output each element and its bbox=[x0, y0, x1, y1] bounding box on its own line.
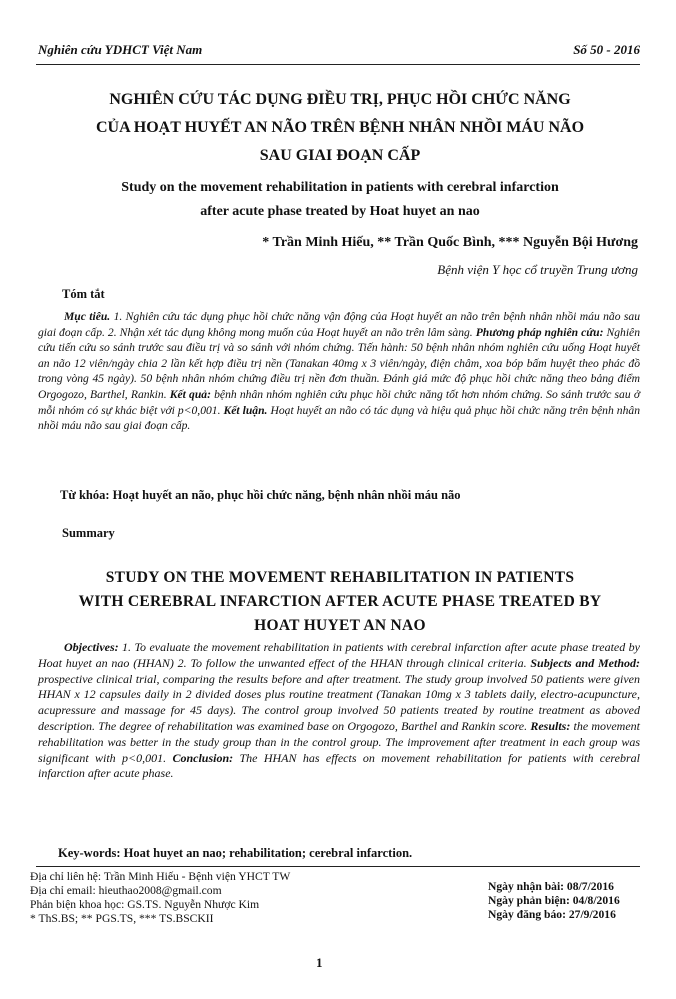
keywords-english: Key-words: Hoat huyet an nao; rehabilitation; cerebral infarction. bbox=[58, 846, 413, 860]
abstract-english bbox=[38, 640, 640, 782]
footer-dates bbox=[488, 880, 620, 922]
text: 1. To evaluate the movement rehabilitation in patients with cerebral infarction after acute phase treated by Hoat huyet an nao (HHAN) 2. To follow the unwanted effect of the HHAN through clinical criteria. bbox=[38, 640, 640, 670]
page-number: 1 bbox=[316, 955, 323, 970]
text: the movement rehabilitation was better in the study group than in the control group. The improvement after treatment in each group was significant with p<0,001. bbox=[38, 718, 641, 765]
title-line: CỦA HOẠT HUYẾT AN NÃO TRÊN BỆNH NHÂN NHỒI MÁU NÃO bbox=[95, 119, 585, 136]
text: prospective clinical trial, comparing the results before and after treatment. The study group involved 50 patients were given HHAN x 12 capsules daily in 2 divided doses plus routine treatment (Tanakan 10mg x 3 tablets daily, electro-acupuncture, acupressure and massage for 45 days). The control group involved 50 patients treated by routine treatment as aboved description. The degree of rehabilitation was examined base on Orgogozo, Barthel and Rankin score. bbox=[38, 671, 640, 733]
authors: * Trần Minh Hiếu, ** Trần Quốc Bình, *** Nguyễn Bội Hương bbox=[262, 235, 638, 250]
title-line: HOAT HUYET AN NAO bbox=[254, 617, 426, 634]
header-divider bbox=[36, 64, 640, 65]
institution: Bệnh viện Y học cổ truyền Trung ương bbox=[437, 262, 638, 277]
title-line: STUDY ON THE MOVEMENT REHABILITATION IN PATIENTS bbox=[105, 569, 575, 586]
keywords-vietnamese: Từ khóa: Hoạt huyết an não, phục hồi chức năng, bệnh nhân nhồi máu não bbox=[60, 488, 461, 502]
summary-title bbox=[40, 566, 640, 638]
label-results: Kết quả: bbox=[169, 387, 211, 401]
date-received: Ngày nhận bài: 08/7/2016 bbox=[488, 880, 614, 893]
label-results: Results: bbox=[530, 718, 571, 733]
issue-number: Số 50 - 2016 bbox=[573, 42, 640, 57]
summary-heading: Summary bbox=[62, 526, 115, 540]
title-english bbox=[40, 176, 640, 224]
text: bệnh nhân nhóm nghiên cứu phục hồi chức năng tốt hơn nhóm chứng. So sánh trước sau ở mỗi nhóm có sự khác biệt với p<0,001. bbox=[38, 387, 641, 417]
label-conclusion: Conclusion: bbox=[172, 750, 234, 765]
footer-divider bbox=[36, 866, 640, 867]
label-conclusion: Kết luận. bbox=[223, 403, 268, 417]
label-objectives: Mục tiêu. bbox=[64, 310, 111, 323]
abstract-vietnamese bbox=[38, 309, 640, 434]
label-method: Subjects and Method: bbox=[530, 655, 640, 670]
reviewer: Phản biện khoa học: GS.TS. Nguyễn Nhược Kim bbox=[30, 898, 260, 911]
text: The HHAN has effects on movement rehabilitation for patients with cerebral infarction after acute phase. bbox=[38, 750, 640, 781]
author-degrees: * ThS.BS; ** PGS.TS, *** TS.BSCKII bbox=[30, 912, 214, 925]
abstract-heading: Tóm tắt bbox=[62, 287, 105, 301]
title-line: after acute phase treated by Hoat huyet an nao bbox=[200, 204, 480, 219]
title-line: Study on the movement rehabilitation in patients with cerebral infarction bbox=[121, 180, 559, 195]
date-reviewed: Ngày phản biện: 04/8/2016 bbox=[488, 894, 620, 907]
title-line: WITH CEREBRAL INFARCTION AFTER ACUTE PHASE TREATED BY bbox=[78, 593, 602, 610]
title-vietnamese bbox=[40, 86, 640, 170]
date-published: Ngày đăng báo: 27/9/2016 bbox=[488, 908, 616, 921]
journal-name: Nghiên cứu YDHCT Việt Nam bbox=[38, 42, 203, 57]
text: 1. Nghiên cứu tác dụng phục hồi chức năng vận động của Hoạt huyết an não trên bệnh nhân nhồi máu não sau giai đoạn cấp. 2. Nhận xét tác dụng không mong muốn của Hoạt huyết an não trên lâm sàng. bbox=[38, 310, 640, 339]
label-method: Phương pháp nghiên cứu: bbox=[475, 325, 604, 339]
contact-address: Địa chỉ liên hệ: Trần Minh Hiếu - Bệnh viện YHCT TW bbox=[30, 870, 291, 883]
title-line: NGHIÊN CỨU TÁC DỤNG ĐIỀU TRỊ, PHỤC HỒI CHỨC NĂNG bbox=[109, 91, 571, 108]
label-objectives: Objectives: bbox=[64, 640, 119, 654]
text: Nghiên cứu tiến cứu so sánh trước sau điều trị và so sánh với nhóm chứng. Tiến hành: 50 bệnh nhân nhóm nghiên cứu uống Hoạt huyết an não 12 viên/ngày chia 2 lần kết hợp điều trị nền (Tanakan 40mg x 3 viên/ngày, điện châm, xoa bóp bấm huyệt theo phác đồ trong vòng 45 ngày). 50 bệnh nhân nhóm chứng điều trị nền đơn thuần. Đánh giá mức độ phục hồi chức năng theo bảng điểm Orgogozo, Barthel, Rankin. bbox=[38, 325, 640, 401]
contact-email: Địa chỉ email: hieuthao2008@gmail.com bbox=[30, 884, 222, 897]
text: Hoạt huyết an não có tác dụng và hiệu quả phục hồi chức năng trên bệnh nhân nhồi máu não sau giai đoạn cấp. bbox=[38, 403, 640, 433]
title-line: SAU GIAI ĐOẠN CẤP bbox=[259, 147, 421, 164]
footer-contact bbox=[30, 870, 290, 926]
